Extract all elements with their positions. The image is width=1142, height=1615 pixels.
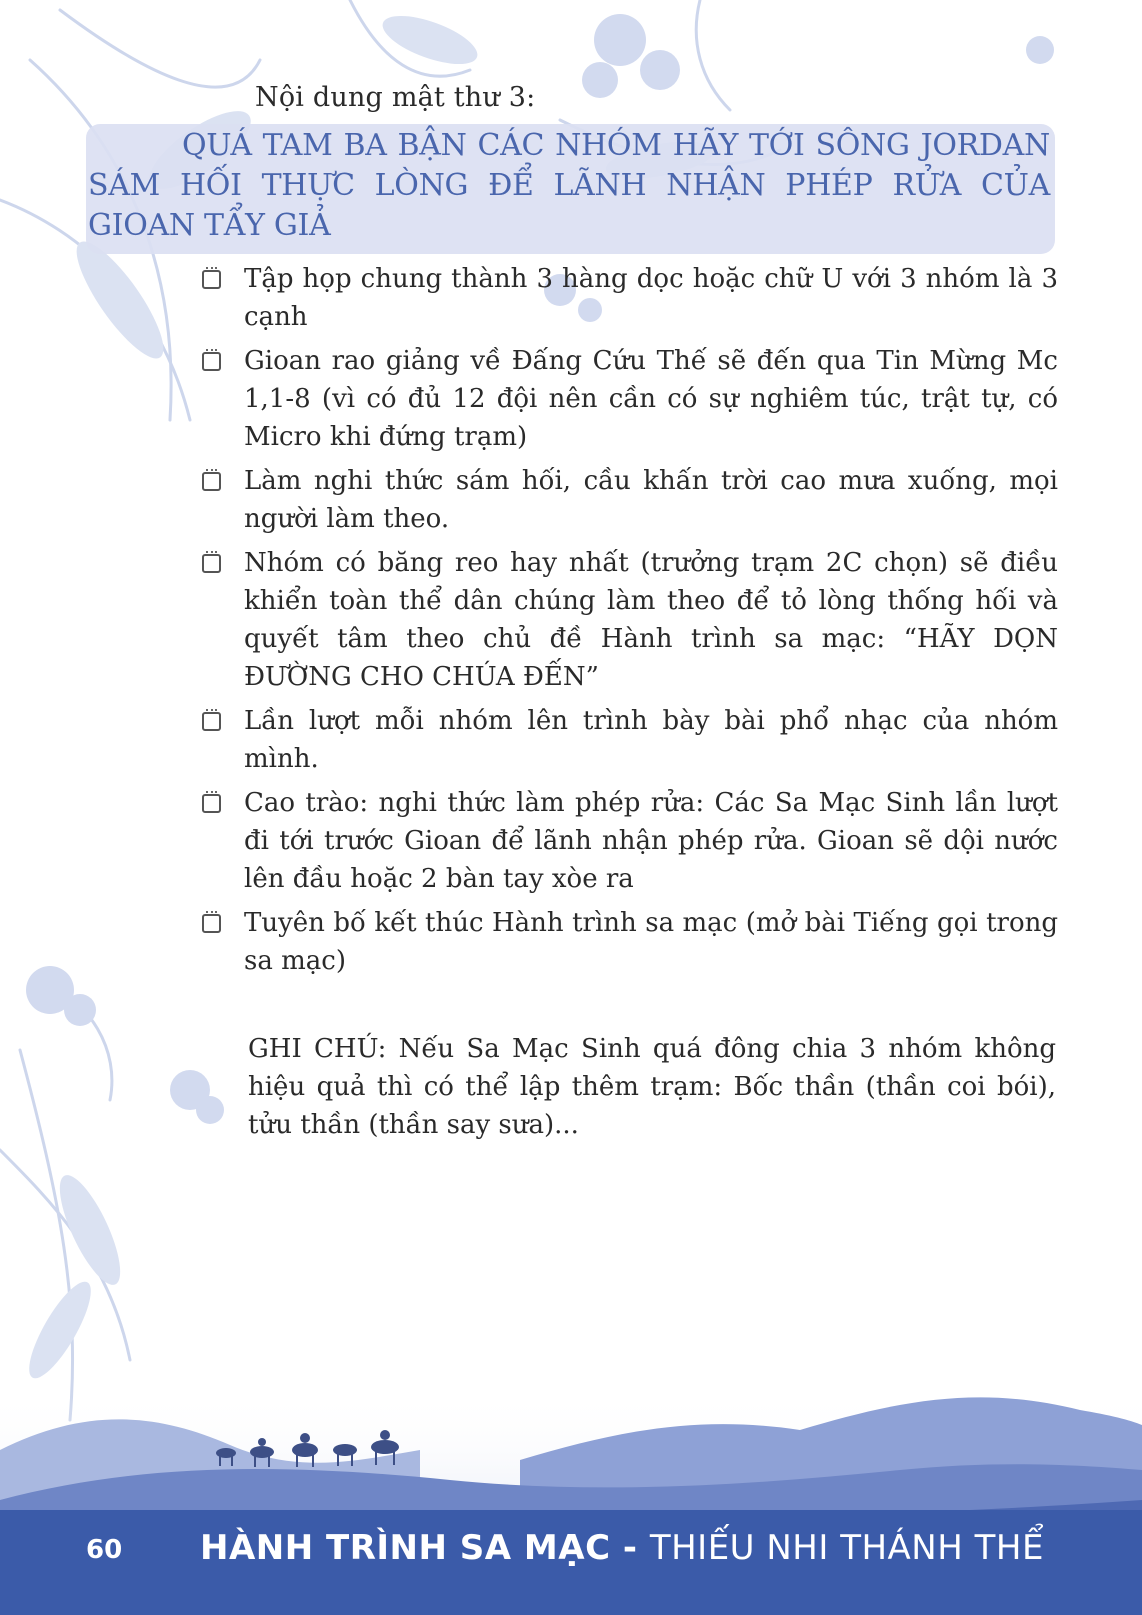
list-item (200, 544, 1058, 696)
list-item-text: Tuyên bố kết thúc Hành trình sa mạc (mở bài Tiếng gọi trong sa mạc) (244, 908, 1058, 976)
list-item (200, 462, 1058, 538)
list-item-text: Lần lượt mỗi nhóm lên trình bày bài phổ nhạc của nhóm mình. (244, 706, 1058, 774)
checkbox-icon (202, 270, 221, 289)
footer-title-sub: THIẾU NHI THÁNH THỂ (649, 1528, 1044, 1568)
list-item-text: Tập họp chung thành 3 hàng dọc hoặc chữ U với 3 nhóm là 3 cạnh (244, 264, 1058, 332)
checkbox-icon (202, 914, 221, 933)
list-item (200, 784, 1058, 898)
footer-title-separator: - (610, 1528, 650, 1568)
checkbox-icon (202, 554, 221, 573)
checkbox-icon (202, 712, 221, 731)
list-item-text: Gioan rao giảng về Đấng Cứu Thế sẽ đến qua Tin Mừng Mc 1,1-8 (vì có đủ 12 đội nên cần có sự nghiêm túc, trật tự, có Micro khi đứng trạm) (244, 346, 1058, 452)
task-checklist (200, 260, 1058, 986)
checkbox-icon (202, 794, 221, 813)
page-number: 60 (86, 1535, 123, 1565)
checkbox-icon (202, 352, 221, 371)
list-item (200, 904, 1058, 980)
list-item-text: Làm nghi thức sám hối, cầu khấn trời cao mưa xuống, mọi người làm theo. (244, 466, 1058, 534)
list-item (200, 342, 1058, 456)
list-item-text: Nhóm có băng reo hay nhất (trưởng trạm 2C chọn) sẽ điều khiển toàn thể dân chúng làm theo để tỏ lòng thống hối và quyết tâm theo chủ đề Hành trình sa mạc: “HÃY DỌN ĐƯỜNG CHO CHÚA ĐẾN” (244, 548, 1058, 692)
list-item-text: Cao trào: nghi thức làm phép rửa: Các Sa Mạc Sinh lần lượt đi tới trước Gioan để lãnh nhận phép rửa. Gioan sẽ dội nước lên đầu hoặc 2 bàn tay xòe ra (244, 788, 1058, 894)
list-item (200, 702, 1058, 778)
section-heading: QUÁ TAM BA BẬN CÁC NHÓM HÃY TỚI SÔNG JORDAN SÁM HỐI THỰC LÒNG ĐỂ LÃNH NHẬN PHÉP RỬA CỦA GIOAN TẨY GIẢ (88, 128, 1050, 243)
footer-title-main: HÀNH TRÌNH SA MẠC (200, 1528, 611, 1568)
checkbox-icon (202, 472, 221, 491)
note-paragraph: GHI CHÚ: Nếu Sa Mạc Sinh quá đông chia 3 nhóm không hiệu quả thì có thể lập thêm trạm: Bốc thần (thần coi bói), tửu thần (thần say sưa)... (248, 1034, 1056, 1140)
list-item (200, 260, 1058, 336)
section-intro: Nội dung mật thư 3: (255, 82, 536, 113)
footer-title (200, 1528, 1044, 1568)
